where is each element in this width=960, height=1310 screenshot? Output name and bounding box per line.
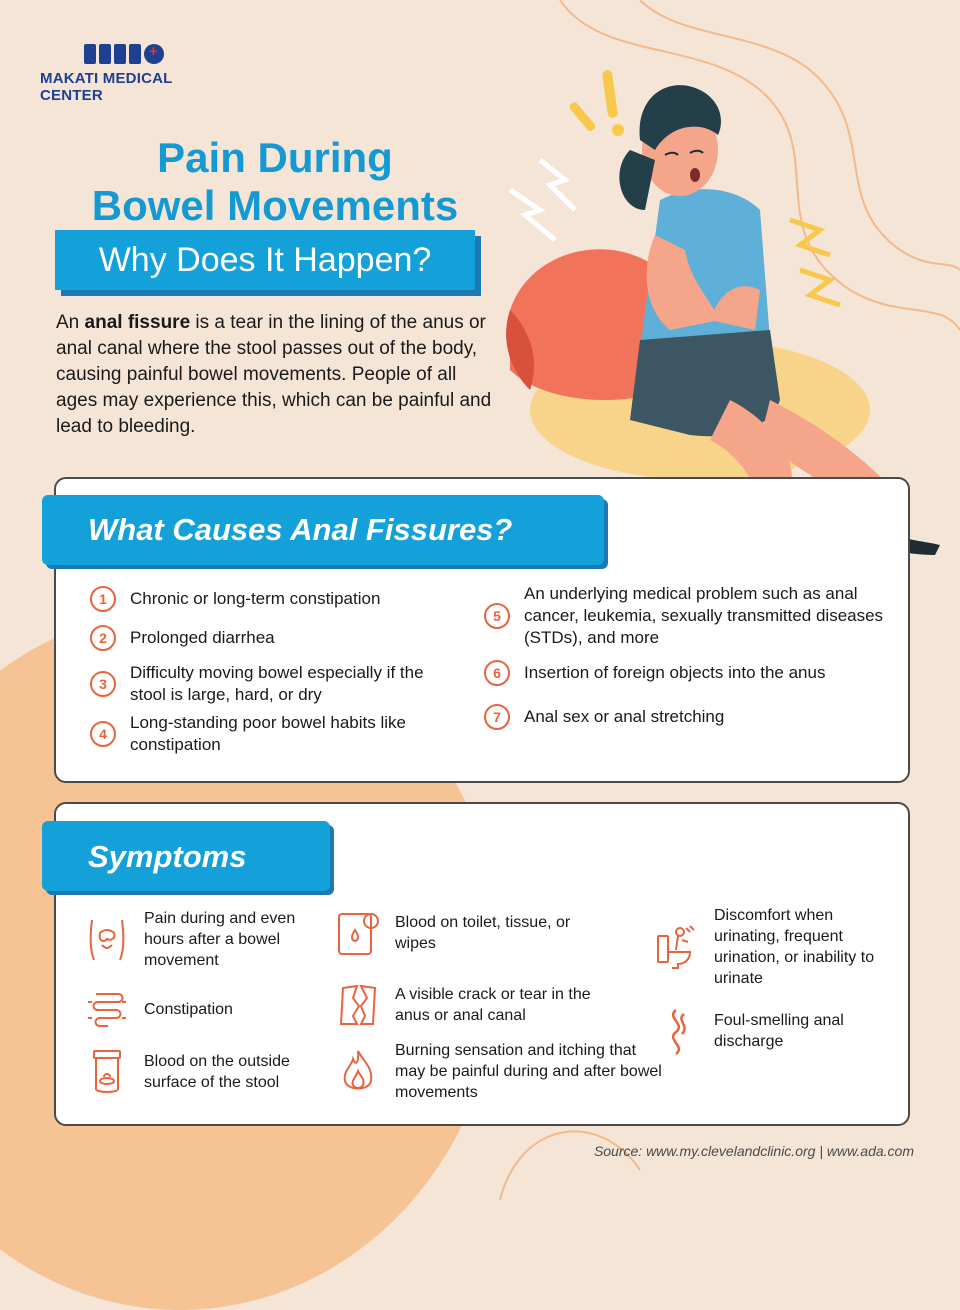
toilet-paper-icon [333, 908, 383, 958]
symptom-item [333, 980, 603, 1030]
intro-prefix: An [56, 312, 85, 333]
causes-heading: What Causes Anal Fissures? [42, 495, 604, 565]
cause-text: Long-standing poor bowel habits like constipation [130, 713, 406, 754]
intestine-icon [82, 984, 132, 1034]
cause-number: 7 [484, 704, 510, 730]
title-line-1: Pain During [157, 134, 393, 181]
cause-text: Anal sex or anal stretching [524, 707, 725, 726]
page-title [40, 134, 510, 230]
stool-sample-icon [82, 1047, 132, 1097]
subtitle-banner: Why Does It Happen? [55, 230, 475, 290]
crack-icon [333, 980, 383, 1030]
symptom-text: Burning sensation and itching that may be painful during and after bowel movements [395, 1042, 662, 1101]
cause-item [484, 583, 884, 649]
intro-rest: is a tear in the lining of the anus or anal canal where the stool passes out of the body, causing painful bowel movements. People of all ages may experience this, which can be painful and lead to bleeding. [56, 312, 492, 437]
intro-bold-term: anal fissure [84, 312, 191, 333]
cause-text: Insertion of foreign objects into the anus [524, 663, 826, 682]
cause-item [90, 662, 440, 706]
symptom-text: Blood on the outside surface of the stool [144, 1053, 290, 1091]
symptoms-heading: Symptoms [42, 821, 330, 891]
flame-icon [333, 1047, 383, 1097]
cause-text: Difficulty moving bowel especially if the stool is large, hard, or dry [130, 663, 424, 704]
symptom-item [652, 905, 892, 989]
symptom-item [333, 1040, 663, 1103]
symptom-text: Foul-smelling anal discharge [714, 1012, 844, 1050]
cause-number: 4 [90, 721, 116, 747]
symptom-text: Discomfort when urinating, frequent urination, or inability to urinate [714, 907, 875, 987]
cause-item [484, 660, 884, 686]
cause-text: An underlying medical problem such as anal cancer, leukemia, sexually transmitted diseases (STDs), and more [524, 584, 884, 647]
toilet-person-icon [652, 922, 702, 972]
cause-number: 3 [90, 671, 116, 697]
abdomen-pain-icon [82, 915, 132, 965]
title-line-2: Bowel Movements [91, 182, 459, 229]
symptom-text: Constipation [144, 1000, 233, 1018]
cause-item [484, 704, 884, 730]
cause-number: 6 [484, 660, 510, 686]
cause-number: 5 [484, 603, 510, 629]
cause-item [90, 586, 380, 612]
cause-number: 1 [90, 586, 116, 612]
symptom-text: Pain during and even hours after a bowel movement [144, 910, 296, 969]
source-citation: Source: www.my.clevelandclinic.org | www.ada.com [593, 1143, 914, 1159]
logo-name: MAKATI MEDICAL CENTER [40, 70, 173, 104]
symptom-item [652, 1006, 892, 1056]
cause-number: 2 [90, 625, 116, 651]
cause-text: Prolonged diarrhea [130, 628, 275, 647]
symptom-item [82, 908, 322, 971]
symptom-item [82, 984, 322, 1034]
cause-text: Chronic or long-term constipation [130, 589, 381, 608]
odor-icon [652, 1006, 702, 1056]
logo-mark-icon [84, 44, 220, 64]
logo [40, 44, 220, 104]
symptom-item [82, 1047, 322, 1097]
symptom-item [333, 908, 593, 958]
intro-paragraph [56, 310, 496, 440]
cause-item [90, 625, 275, 651]
symptom-text: Blood on toilet, tissue, or wipes [395, 914, 571, 952]
symptom-text: A visible crack or tear in the anus or anal canal [395, 986, 591, 1024]
cause-item [90, 712, 420, 756]
